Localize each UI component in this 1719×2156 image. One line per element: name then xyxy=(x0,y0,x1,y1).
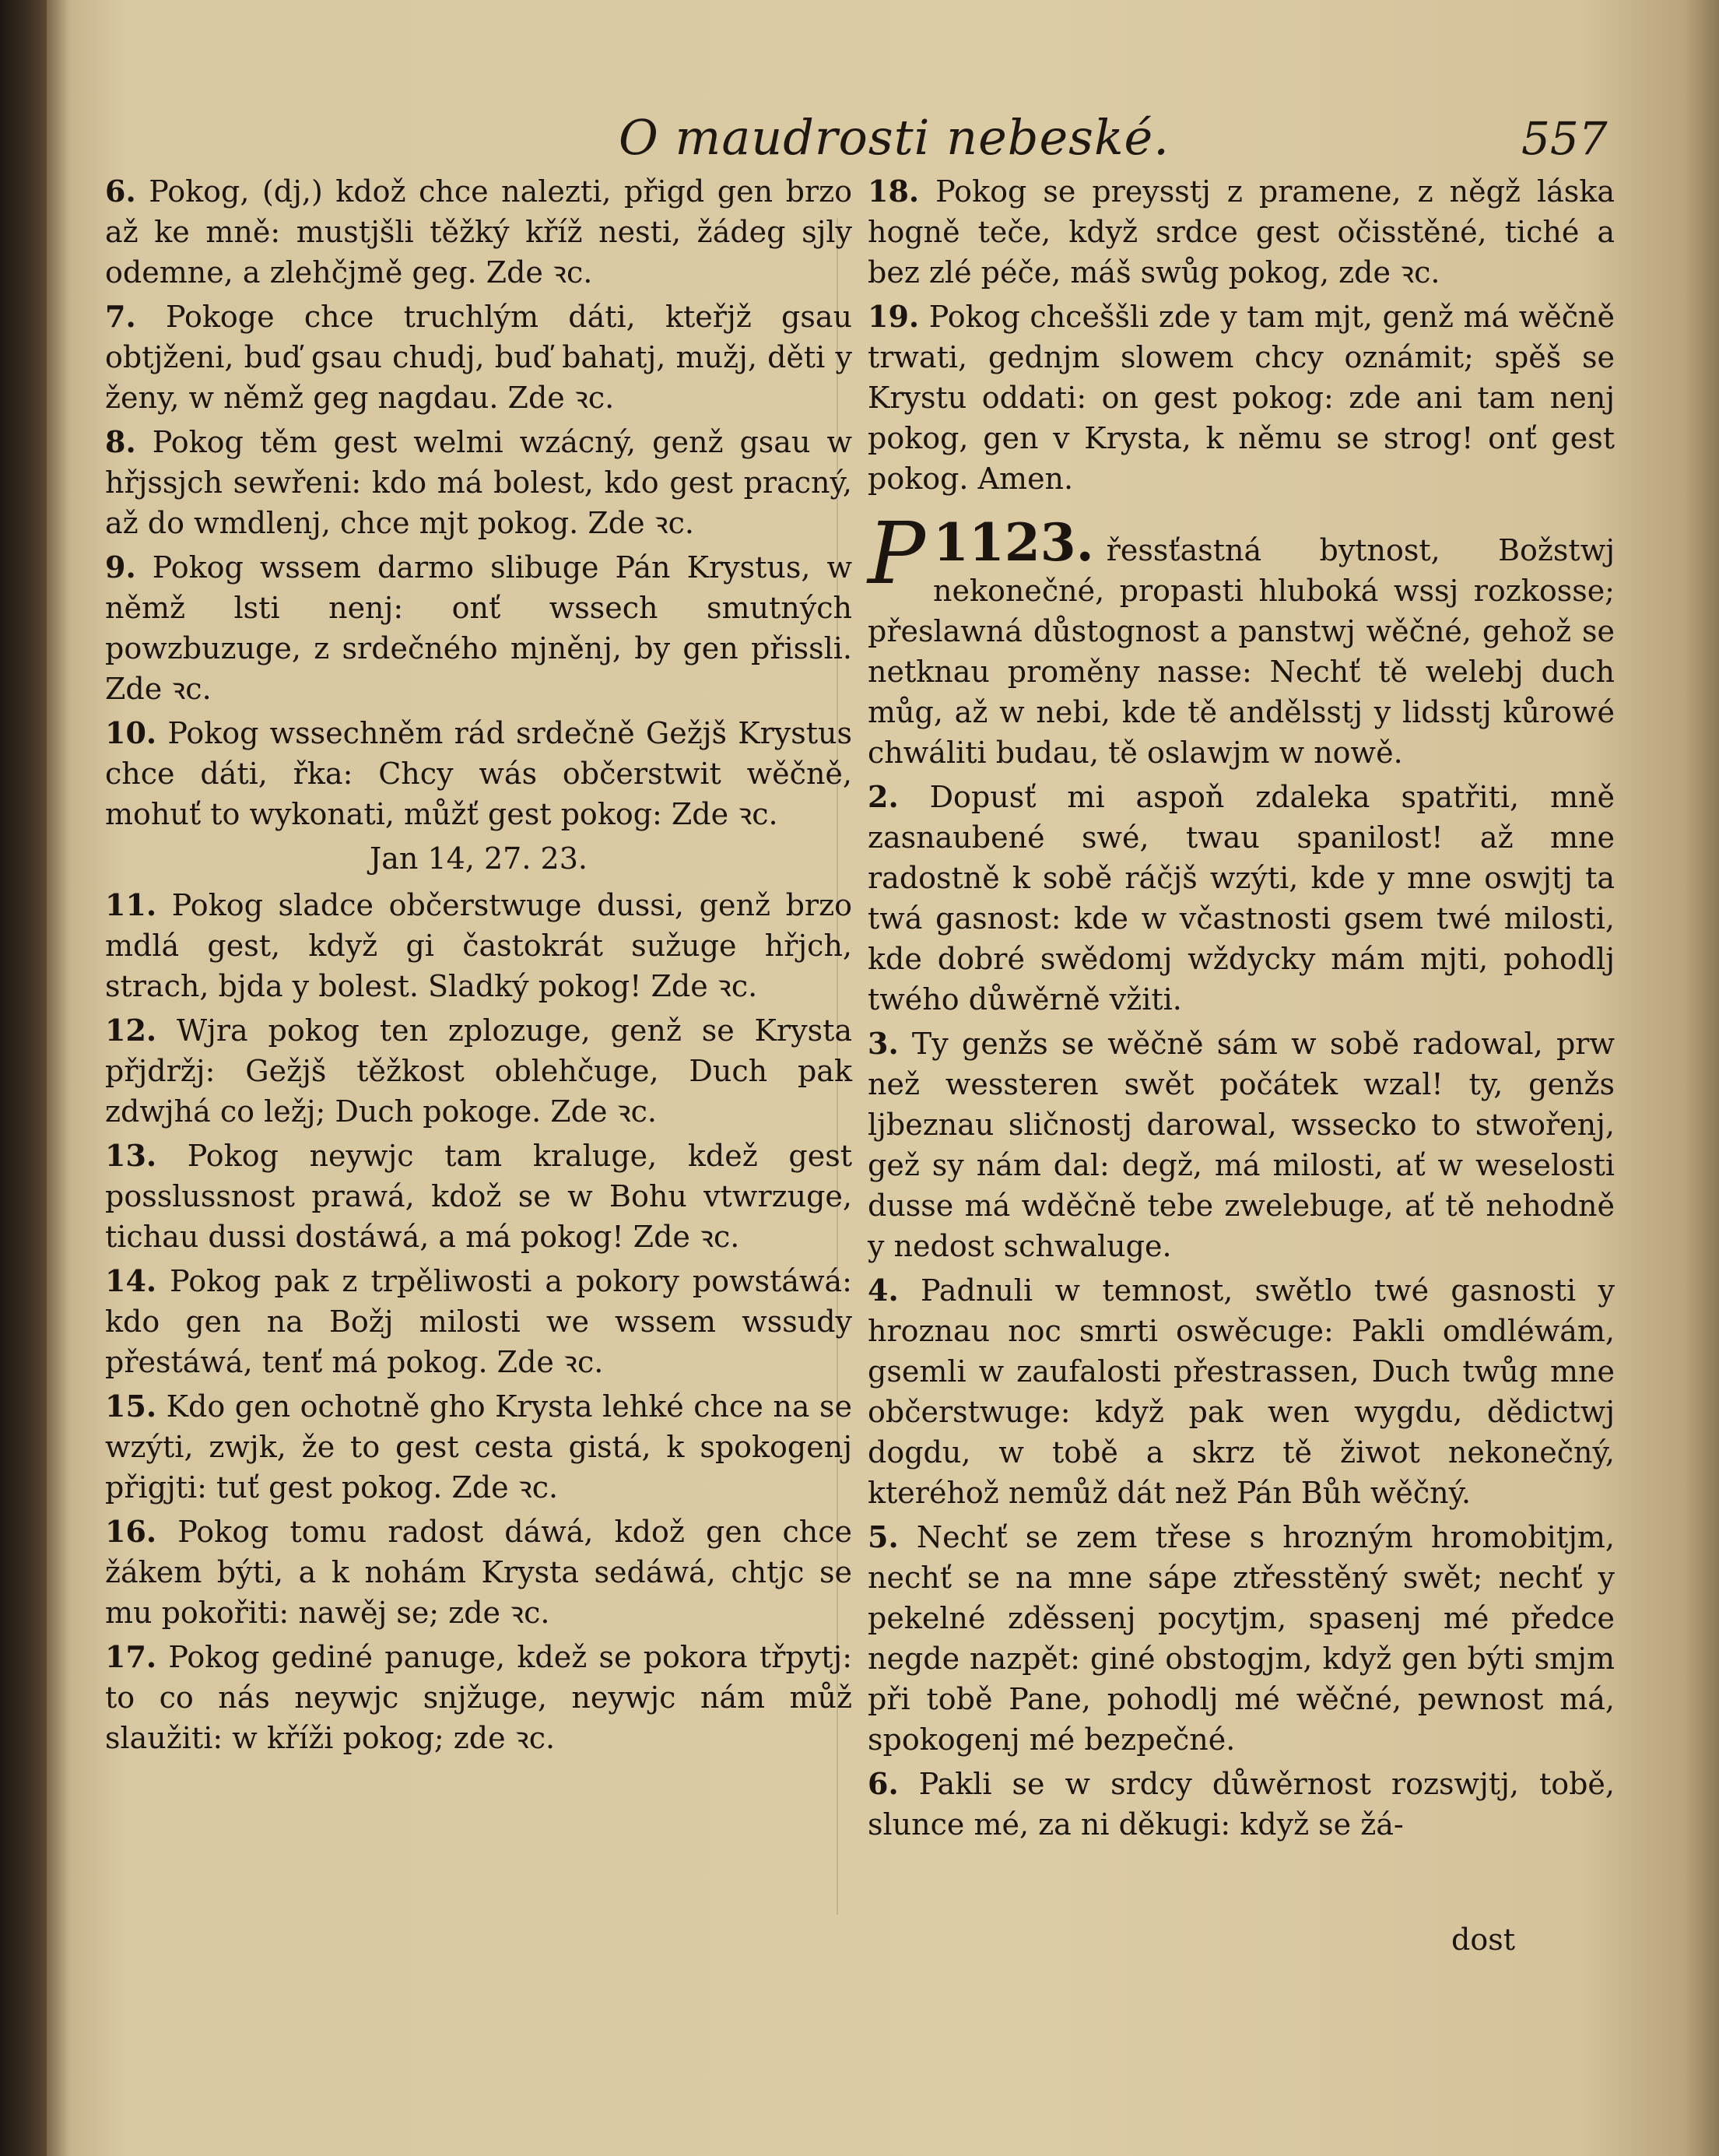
left-column xyxy=(105,171,852,1762)
verse-number: 10. xyxy=(105,715,157,750)
verse xyxy=(868,297,1615,499)
verse xyxy=(868,1517,1615,1760)
verse-number: 19. xyxy=(868,299,920,334)
verse-text: Dopusť mi aspoň zdaleka spatřiti, mně zasnaubené swé, twau spanilost! až mne radostně k sobě ráčjš wzýti, kde y mne oswjtj ta twá gasnost: kde w včastnosti gsem twé milosti, kde dobré swědomj wždycky mám mjti, pohodlj twého důwěrně vžiti. xyxy=(868,780,1615,1017)
verse-text: Pokoge chce truchlým dáti, kteřjž gsau obtjženi, buď gsau chudj, buď bahatj, mužj, děti y ženy, w němž geg nagdau. Zde ꝛc. xyxy=(105,300,852,415)
verse-number: 3. xyxy=(868,1026,899,1061)
verse xyxy=(105,885,852,1006)
verse xyxy=(868,1024,1615,1266)
verse xyxy=(105,422,852,543)
verse-number: 8. xyxy=(105,424,136,459)
verse-text: Pokog se preysstj z pramene, z něgž láska hogně teče, když srdce gest očisstěné, tiché a bez zlé péče, máš swůg pokog, zde ꝛc. xyxy=(868,174,1615,290)
page-header xyxy=(58,109,1700,179)
hymn-number: 1123. xyxy=(933,512,1094,573)
verse xyxy=(105,171,852,293)
verse-text: Pokog chceššli zde y tam mjt, genž má wěčně trwati, gednjm slowem chcy oznámit; spěš se Krystu oddati: on gest pokog: zde ani tam nenj pokog, gen v Krysta, k němu se strog! onť gest pokog. Amen. xyxy=(868,300,1615,496)
verse-text: Ty genžs se wěčně sám w sobě radowal, prw než wessteren swět počátek wzal! ty, genžs ljbeznau sličnostj darowal, wsseckо to stwořenj, gež sy nám dal: degž, má milosti, ať w weselosti dusse má wděčně tebe zwelebuge, ať tě nehodně y nedost schwaluge. xyxy=(868,1027,1615,1263)
hymn-stanzas xyxy=(868,777,1615,1845)
verse-number: 12. xyxy=(105,1013,157,1048)
verse-number: 13. xyxy=(105,1138,157,1173)
verse-text: Pokog sladce občerstwuge dussi, genž brzo mdlá gest, když gi častokrát sužuge hřjch, strach, bjda y bolest. Sladký pokog! Zde ꝛc. xyxy=(105,888,852,1003)
verse-text: Pokog wssem darmo slibuge Pán Krystus, w němž lsti nenj: onť wssech smutných powzbuzuge, z srdečného mjněnj, by gen přissli. Zde ꝛc. xyxy=(105,550,852,706)
verse-number: 15. xyxy=(105,1389,157,1424)
verse xyxy=(105,1637,852,1758)
verse-number: 9. xyxy=(105,550,136,585)
verse-text: Wjra pokog ten zplozuge, genž se Krysta přjdržj: Gežjš těžkost oblehčuge, Duch pak zdwjhá co ležj; Duch pokoge. Zde ꝛc. xyxy=(105,1013,852,1129)
verse xyxy=(105,1386,852,1508)
verse-number: 6. xyxy=(105,174,136,209)
verse xyxy=(868,1270,1615,1513)
verse-text: Nechť se zem třese s hrozným hromobitjm, nechť se na mne sápe ztřesstěný swět; nechť y pekelné zděssenj pocytjm, spasenj mé předce negde nazpět: giné obstogjm, když gen býti smjm při tobě Pane, pohodlj mé wěčné, pewnost má, spokogenj mé bezpečné. xyxy=(868,1520,1615,1757)
verse-text: Pokog gediné panuge, kdež se pokora třpytj: to co nás neywjc snjžuge, neywjc nám můž slaužiti: w kříži pokog; zde ꝛc. xyxy=(105,1640,852,1755)
verse xyxy=(105,297,852,418)
verse-number: 17. xyxy=(105,1639,157,1674)
verse xyxy=(868,777,1615,1020)
book-page xyxy=(58,31,1700,2133)
verse xyxy=(105,1010,852,1132)
verse-text: Padnuli w temnost, swětlo twé gasnosti y hroznau noc smrti oswěcuge: Pakli omdléwám, gsemli w zaufalosti přestrassen, Duch twůg mne občerstwuge: když pak wen wygdu, dědictwj dogdu, w tobě a skrz tě žiwot nekonečný, kteréhož nemůž dát než Pán Bůh wěčný. xyxy=(868,1273,1615,1510)
verse-text: Kdo gen ochotně gho Krysta lehké chce na se wzýti, zwjk, že to gest cesta gistá, k spokogenj přigjti: tuť gest pokog. Zde ꝛc. xyxy=(105,1389,852,1505)
verse-number: 11. xyxy=(105,887,157,922)
verse-text: Pokog tomu radost dáwá, kdož gen chce žákem býti, a k nohám Krysta sedáwá, chtjc se mu pokořiti: nawěj se; zde ꝛc. xyxy=(105,1515,852,1630)
verse-text: Pokog, (dj,) kdož chce nalezti, přigd gen brzo až ke mně: mustjšli těžký kříž nesti, žádeg sjly odemne, a zlehčjmě geg. Zde ꝛc. xyxy=(105,174,852,290)
verse-number: 6. xyxy=(868,1766,899,1801)
verse-text: Pokog pak z trpěliwosti a pokory powstáwá: kdo gen na Božj milosti we wssem wssudy přestáwá, tenť má pokog. Zde ꝛc. xyxy=(105,1264,852,1379)
scripture-reference: Jan 14, 27. 23. xyxy=(370,841,588,876)
verse-text: Pokog těm gest welmi wzácný, genž gsau w hřjssjch sewřeni: kdo má bolest, kdo gest pracný, až do wmdlenj, chce mjt pokog. Zde ꝛc. xyxy=(105,425,852,540)
verse xyxy=(105,1136,852,1257)
right-column xyxy=(868,171,1615,1849)
verse xyxy=(105,713,852,834)
hymn-dropcap: P xyxy=(868,504,926,603)
hymn-opening xyxy=(868,504,1615,773)
verse xyxy=(868,171,1615,293)
catchword: dost xyxy=(1451,1922,1515,1957)
verse-text: Pakli se w srdcy důwěrnost rozswjtj, tobě, slunce mé, za ni děkugi: když se žá- xyxy=(868,1767,1615,1842)
right-column-verses xyxy=(868,171,1615,499)
running-title: O maudrosti nebeské. xyxy=(619,109,1170,166)
verse-number: 4. xyxy=(868,1273,899,1308)
page-number: 557 xyxy=(1521,112,1608,165)
verse xyxy=(105,1512,852,1633)
verse-number: 18. xyxy=(868,174,920,209)
verse xyxy=(105,547,852,709)
verse-number: 5. xyxy=(868,1519,899,1554)
verse-number: 14. xyxy=(105,1263,157,1298)
verse xyxy=(105,1261,852,1382)
verse-text: Pokog wssechněm rád srdečně Gežjš Krystus chce dáti, řka: Chcy wás občerstwit wěčně, mohuť to wykonati, můžť gest pokog: Zde ꝛc. xyxy=(105,716,852,831)
verse-number: 2. xyxy=(868,779,899,814)
verse xyxy=(868,1764,1615,1845)
book-spine-edge xyxy=(0,0,47,2156)
verse-text: Pokog neywjc tam kraluge, kdež gest posslussnost prawá, kdož se w Bohu vtwrzuge, tichau dussi dostáwá, a má pokog! Zde ꝛc. xyxy=(105,1139,852,1254)
hymn-first-stanza: řessťastná bytnost, Božstwj nekonečné, propasti hluboká wssj rozkosse; přeslawná důstognost a panstwj wěčné, gehož se netknau proměny nasse: Nechť tě welebj duch můg, až w nebi, kde tě andělsstj y lidsstj kůrowé chwáliti budau, tě oslawjm w nowě. xyxy=(868,533,1615,770)
verse-number: 7. xyxy=(105,299,136,334)
verse-number: 16. xyxy=(105,1514,157,1549)
